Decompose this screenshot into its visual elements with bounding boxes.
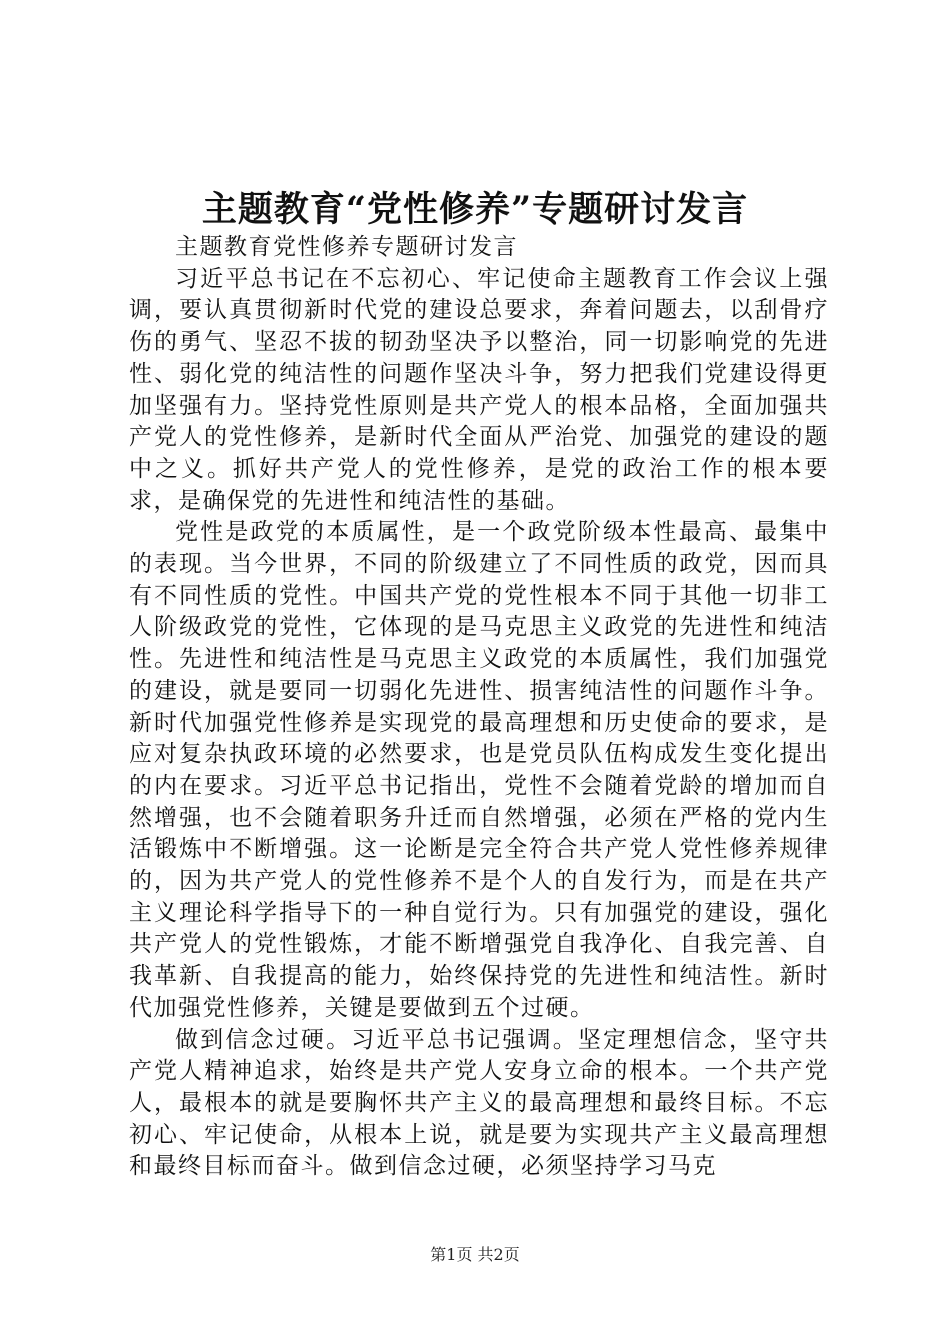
paragraph: 党性是政党的本质属性，是一个政党阶级本性最高、最集中的表现。当今世界，不同的阶级建立了不同性质的政党，因而具有不同性质的党性。中国共产党的党性根本不同于其他一切非工人阶级政党的党性，它体现的是马克思主义政党的先进性和纯洁性。先进性和纯洁性是马克思主义政党的本质属性，我们加强党的建设，就是要同一切弱化先进性、损害纯洁性的问题作斗争。新时代加强党性修养是实现党的最高理想和历史使命的要求，是应对复杂执政环境的必然要求，也是党员队伍构成发生变化提出的内在要求。习近平总书记指出，党性不会随着党龄的增加而自然增强，也不会随着职务升迁而自然增强，必须在严格的党内生活锻炼中不断增强。这一论断是完全符合共产党人党性修养规律的，因为共产党人的党性修养不是个人的自发行为，而是在共产主义理论科学指导下的一种自觉行为。只有加强党的建设，强化共产党人的党性锻炼，才能不断增强党自我净化、自我完善、自我革新、自我提高的能力，始终保持党的先进性和纯洁性。新时代加强党性修养，关键是要做到五个过硬。 [129,519,829,1021]
document-title: 主题教育“党性修养”专题研讨发言 [201,189,749,230]
document-subtitle: 主题教育党性修养专题研讨发言 [175,234,518,260]
document-body [129,232,829,1183]
paragraph: 做到信念过硬。习近平总书记强调。坚定理想信念，坚守共产党人精神追求，始终是共产党人安身立命的根本。一个共产党人，最根本的就是要胸怀共产主义的最高理想和最终目标。不忘初心、牢记使命，从根本上说，就是要为实现共产主义最高理想和最终目标而奋斗。做到信念过硬，必须坚持学习马克 [129,1026,829,1180]
page-footer: 第1页 共2页 [430,1245,520,1264]
paragraph: 习近平总书记在不忘初心、牢记使命主题教育工作会议上强调，要认真贯彻新时代党的建设总要求，奔着问题去，以刮骨疗伤的勇气、坚忍不拔的韧劲坚决予以整治，同一切影响党的先进性、弱化党的纯洁性的问题作坚决斗争，努力把我们党建设得更加坚强有力。坚持党性原则是共产党人的根本品格，全面加强共产党人的党性修养，是新时代全面从严治党、加强党的建设的题中之义。抓好共产党人的党性修养，是党的政治工作的根本要求，是确保党的先进性和纯洁性的基础。 [129,265,829,514]
